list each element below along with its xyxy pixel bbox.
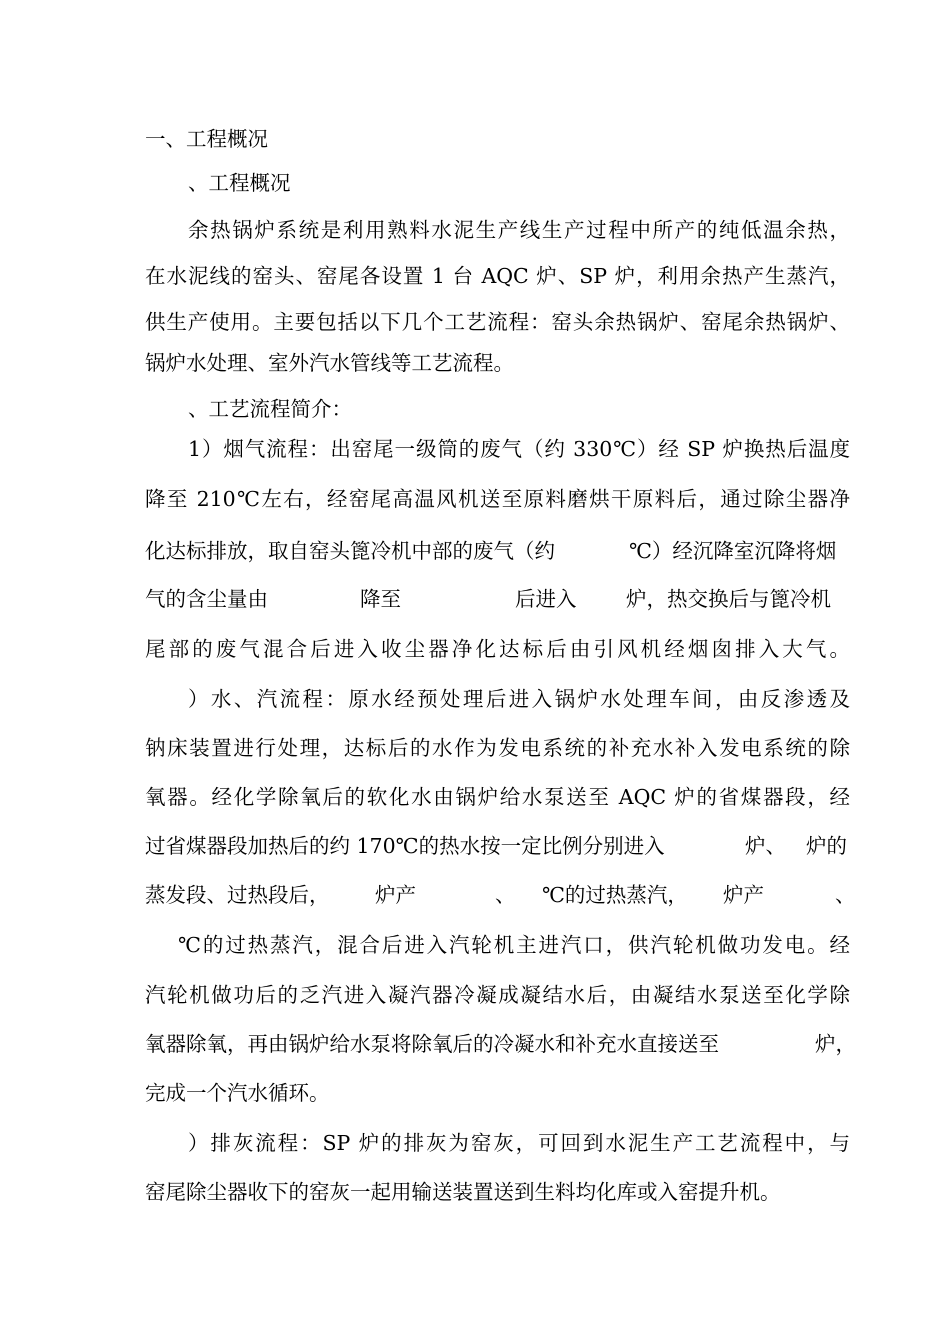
text-segment: 气的含尘量由	[145, 587, 268, 611]
text-segment: 后进入	[515, 587, 577, 611]
text-segment: 炉，	[815, 1032, 856, 1056]
paragraph-line: 完成一个汽水循环。	[145, 1081, 330, 1105]
text-segment: 过省煤器段加热后的约 170℃的热水按一定比例分别进入	[145, 834, 665, 858]
text-segment: 炉、	[745, 834, 786, 858]
paragraph-line: 尾部的废气混合后进入收尘器净化达标后由引风机经烟囱排入大气。	[145, 637, 850, 661]
paragraph-line-segmented	[145, 831, 850, 861]
paragraph-line: 降至 210℃左右，经窑尾高温风机送至原料磨烘干原料后，通过除尘器净	[145, 487, 850, 511]
text-segment: ℃的过热蒸汽，	[542, 883, 688, 907]
paragraph-line: ℃的过热蒸汽，混合后进入汽轮机主进汽口，供汽轮机做功发电。经	[178, 933, 850, 957]
text-segment: 炉产	[723, 883, 764, 907]
paragraph-line-segmented	[145, 584, 850, 614]
text-segment: 、	[495, 883, 516, 907]
paragraph-line: 窑尾除尘器收下的窑灰一起用输送装置送到生料均化库或入窑提升机。	[145, 1180, 781, 1204]
paragraph-line: 供生产使用。主要包括以下几个工艺流程：窑头余热锅炉、窑尾余热锅炉、	[145, 310, 850, 334]
subsection-heading-overview: 、工程概况	[188, 171, 291, 195]
text-segment: 氧器除氧，再由锅炉给水泵将除氧后的冷凝水和补充水直接送至	[145, 1032, 719, 1056]
paragraph-line-segmented	[145, 1029, 856, 1059]
paragraph-line: 1）烟气流程：出窑尾一级筒的废气（约 330℃）经 SP 炉换热后温度	[188, 437, 850, 461]
text-segment: 、	[835, 883, 856, 907]
paragraph-line: 余热锅炉系统是利用熟料水泥生产线生产过程中所产的纯低温余热，	[188, 218, 850, 242]
paragraph-line: 在水泥线的窑头、窑尾各设置 1 台 AQC 炉、SP 炉，利用余热产生蒸汽，	[145, 264, 850, 288]
text-segment: 炉，热交换后与篦冷机	[626, 587, 831, 611]
text-segment: 化达标排放，取自窑头篦冷机中部的废气（约	[145, 539, 555, 563]
paragraph-line: ）排灰流程：SP 炉的排灰为窑灰，可回到水泥生产工艺流程中，与	[188, 1131, 850, 1155]
subsection-heading-process: 、工艺流程简介：	[188, 397, 352, 421]
paragraph-line: 汽轮机做功后的乏汽进入凝汽器冷凝成凝结水后，由凝结水泵送至化学除	[145, 983, 850, 1007]
text-segment: 降至	[360, 587, 401, 611]
text-segment: 蒸发段、过热段后，	[145, 883, 330, 907]
paragraph-line: 氧器。经化学除氧后的软化水由锅炉给水泵送至 AQC 炉的省煤器段，经	[145, 785, 850, 809]
text-segment: 炉产	[375, 883, 416, 907]
text-segment: 炉的	[806, 834, 847, 858]
paragraph-line: 钠床装置进行处理，达标后的水作为发电系统的补充水补入发电系统的除	[145, 736, 850, 760]
paragraph-line: 锅炉水处理、室外汽水管线等工艺流程。	[145, 351, 514, 375]
section-heading: 一、工程概况	[145, 127, 268, 151]
paragraph-line-segmented	[145, 536, 850, 566]
paragraph-line-segmented	[145, 880, 856, 910]
paragraph-line: ）水、汽流程：原水经预处理后进入锅炉水处理车间，由反渗透及	[188, 687, 850, 711]
text-segment: ℃）经沉降室沉降将烟	[629, 539, 837, 563]
